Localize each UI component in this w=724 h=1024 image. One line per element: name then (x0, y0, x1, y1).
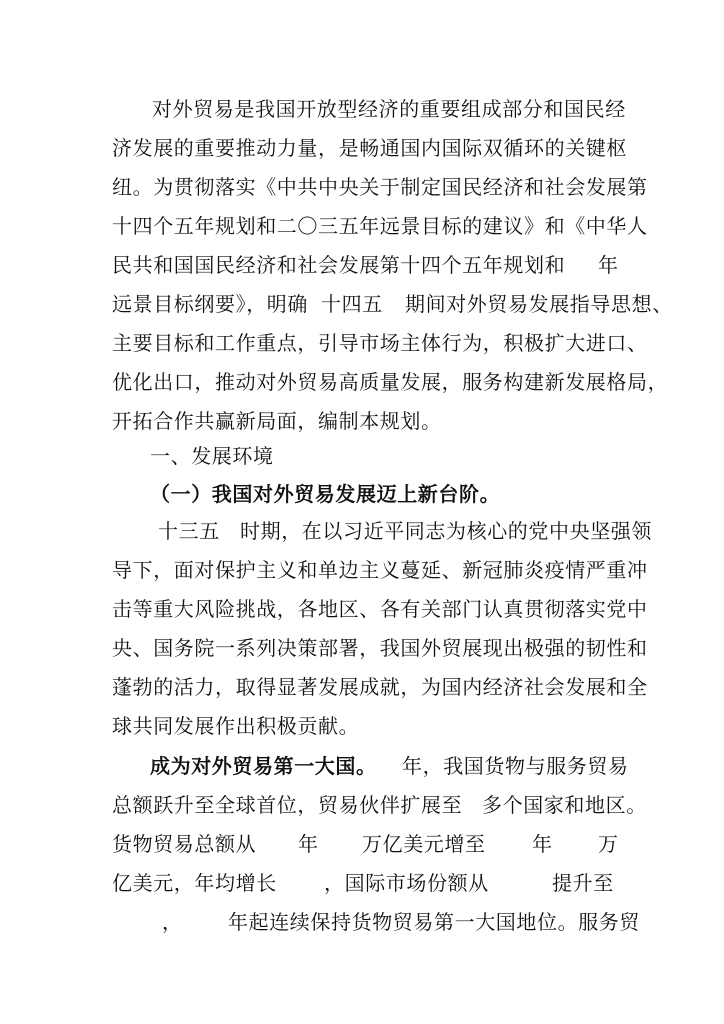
intro-line-7 (112, 325, 648, 361)
context-line-1 (158, 513, 652, 549)
context-line-4 (112, 630, 648, 666)
text: 一、发展环境 (150, 444, 274, 468)
text: 球共同发展作出积极贡献。 (112, 714, 360, 738)
text: 央、国务院一系列决策部署，我国外贸展现出极强的韧性和 (112, 636, 648, 660)
intro-line-5 (112, 247, 632, 283)
context-line-6 (112, 708, 632, 744)
text: ， (162, 910, 183, 934)
text: 纽。为贯彻落实《中共中央关于制定国民经济和社会发展第 (112, 175, 648, 199)
text: 十四个五年规划和二〇三五年远景目标的建议》和《中华人 (112, 214, 648, 238)
text: 年 (298, 832, 319, 856)
text: 济发展的重要推动力量，是畅通国内国际双循环的关键枢 (112, 136, 627, 160)
intro-line-2 (112, 130, 632, 166)
text: 年 (532, 832, 553, 856)
achievement-line-2 (112, 787, 647, 823)
text: 年 (598, 253, 619, 277)
text: （一）我国对外贸易发展迈上新台阶。 (150, 482, 501, 506)
text: 主要目标和工作重点，引导市场主体行为，积极扩大进口、 (112, 331, 648, 355)
intro-line-8 (112, 364, 669, 400)
intro-line-6 (112, 286, 673, 322)
text: 亿美元，年均增长 (112, 871, 277, 895)
text: 蓬勃的活力，取得显著发展成就，为国内经济社会发展和全 (112, 675, 648, 699)
context-line-5 (112, 669, 648, 705)
context-line-2 (112, 552, 648, 588)
intro-line-3 (112, 169, 648, 205)
text: 民共和国国民经济和社会发展第十四个五年规划和 (112, 253, 566, 277)
text: 十三五 (158, 519, 220, 543)
text: 期间对外贸易发展指导思想、 (405, 292, 673, 316)
achievement-line-3 (112, 826, 632, 862)
text: 远景目标纲要》，明确 (112, 292, 308, 316)
section-heading (150, 438, 630, 474)
text: 导下，面对保护主义和单边主义蔓延、新冠肺炎疫情严重冲 (112, 558, 648, 582)
text: 货物贸易总额从 (112, 832, 257, 856)
text: 击等重大风险挑战，各地区、各有关部门认真贯彻落实党中 (112, 597, 648, 621)
text: 万 (598, 832, 619, 856)
text: 优化出口，推动对外贸易高质量发展，服务构建新发展格局， (112, 370, 669, 394)
intro-line-4 (112, 208, 648, 244)
intro-line-1 (152, 91, 632, 127)
achievement-line-4 (112, 865, 632, 901)
achievement-line-5 (112, 904, 640, 940)
text: 总额跃升至全球首位，贸易伙伴扩展至 (112, 793, 463, 817)
context-line-3 (112, 591, 648, 627)
text: 开拓合作共赢新局面，编制本规划。 (112, 409, 442, 433)
text: ，国际市场份额从 (324, 871, 489, 895)
achievement-line-1 (150, 748, 632, 784)
text: 提升至 (552, 871, 614, 895)
bold-lead: 成为对外贸易第一大国。 (150, 754, 377, 778)
text: 十四五 (321, 292, 383, 316)
text: 年，我国货物与服务贸易 (402, 754, 629, 778)
text: 多个国家和地区。 (482, 793, 647, 817)
text: 万亿美元增至 (362, 832, 486, 856)
text: 对外贸易是我国开放型经济的重要组成部分和国民经 (152, 97, 626, 121)
intro-line-9 (112, 403, 632, 439)
subsection-heading (150, 476, 630, 512)
text: 时期，在以习近平同志为核心的党中央坚强领 (240, 519, 652, 543)
text: 年起连续保持货物贸易第一大国地位。服务贸 (228, 910, 640, 934)
